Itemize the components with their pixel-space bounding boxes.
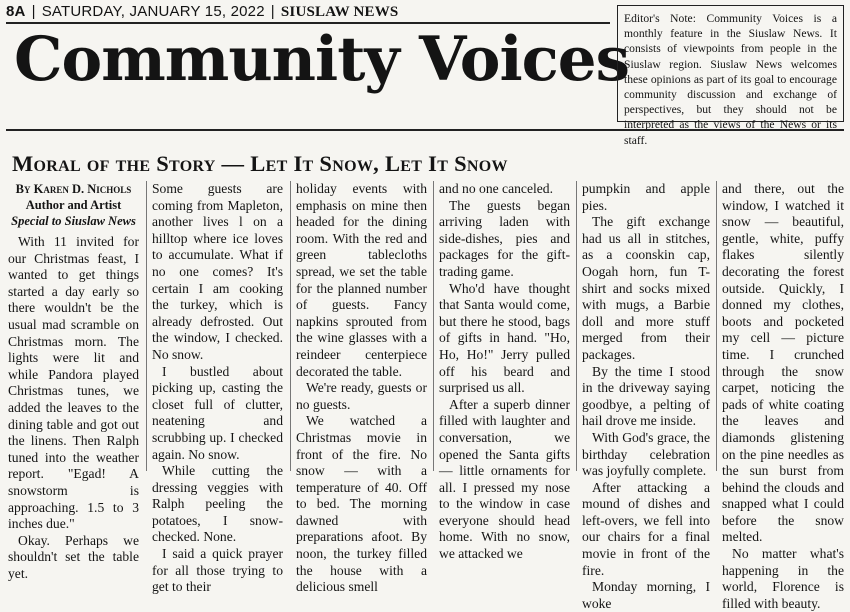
paragraph: Monday morning, I woke	[582, 579, 710, 611]
article-column-2	[152, 181, 283, 596]
article-column-6	[722, 181, 844, 612]
paragraph: The guests began arriving laden with side-dishes, pies and packages for the gift-trading game.	[439, 197, 570, 279]
section-masthead: Community Voices	[14, 24, 629, 95]
column-rule	[146, 181, 147, 471]
paragraph: After a superb dinner filled with laughter and conversation, we opened the Santa gifts — little ornaments for all. I pressed my nose to the window in case everyone should head home. With no snow, we attacked we	[439, 396, 570, 562]
article-column-3	[296, 181, 427, 596]
article-headline: Moral of the Story — Let It Snow, Let It Snow	[12, 151, 508, 176]
article-column-4	[439, 181, 570, 563]
byline-author: By Karen D. Nichols	[15, 182, 132, 196]
paragraph: Who'd have thought that Santa would come, but there he stood, bags of gifts in hand. "Ho, Ho, Ho!" Jerry pulled off his beard and surprised us all.	[439, 280, 570, 396]
publication-name: SIUSLAW NEWS	[280, 4, 399, 20]
paragraph: After attacking a mound of dishes and left-overs, we fell into our chairs for a final movie in front of the fire.	[582, 479, 710, 578]
byline	[8, 181, 139, 229]
editors-note-box	[617, 5, 844, 147]
issue-date: SATURDAY, JANUARY 15, 2022	[41, 3, 265, 20]
page-number: 8A	[6, 3, 26, 20]
article-column-1	[8, 181, 139, 582]
paragraph: While cutting the dressing veggies with Ralph peeling the potatoes, I snow-checked. None.	[152, 463, 283, 545]
paragraph: I said a quick prayer for all those trying to get to their	[152, 546, 283, 595]
paragraph: We're ready, guests or no guests.	[296, 380, 427, 412]
folio-line: 8A | SATURDAY, JANUARY 15, 2022 | SIUSLAW NEWS	[6, 3, 399, 20]
byline-role: Author and Artist	[25, 198, 122, 212]
paragraph: We watched a Christmas movie in front of the fire. No snow — with a temperature of 40. Off to bed. The morning dawned with preparations afoot. By noon, the turkey filled the house with a delicious smell	[296, 413, 427, 595]
editors-note-text: Community Voices is a monthly feature in the Siuslaw News. It consists of viewpoints from people in the Siuslaw region. Siuslaw News welcomes these opinions as part of its goal to encourage community discussion and exchange of perspectives, but they should not be interpreted as the views of the News or its staff.	[624, 12, 837, 147]
paragraph: I bustled about picking up, casting the closet full of clutter, neatening and scrubbing up. I checked again. No snow.	[152, 363, 283, 462]
column-rule	[716, 181, 717, 471]
paragraph: and no one canceled.	[439, 181, 553, 196]
article-column-5	[582, 181, 710, 612]
paragraph: No matter what's happening in the world, Florence is filled with beauty.	[722, 546, 844, 611]
column-rule	[290, 181, 291, 471]
column-rule	[433, 181, 434, 471]
paragraph: Okay. Perhaps we shouldn't set the table yet.	[8, 532, 139, 581]
paragraph: By the time I stood in the driveway saying goodbye, a pelting of hail drove me inside.	[582, 363, 710, 429]
paragraph: With God's grace, the birthday celebration was joyfully complete.	[582, 429, 710, 479]
paragraph: The gift exchange had us all in stitches, as a coonskin cap, Oogah horn, fun T-shirt and socks mixed with mugs, a Barbie doll and more stuff merged from their packages.	[582, 214, 710, 362]
paragraph: and there, out the window, I watched it snow — beautiful, gentle, white, puffy flakes silently decorating the forest outside. Quickly, I donned my clothes, boots and pocketed my cell — picture time. I crunched through the snow carpet, noticing the pads of white coating the leaves and diamonds glistening on the pine needles as the sun burst from behind the clouds and snapped what I could before the snow melted.	[722, 181, 844, 545]
paragraph: pumpkin and apple pies.	[582, 181, 710, 213]
paragraph: With 11 invited for our Christmas feast, I wanted to get things started a day early so there wouldn't be the usual mad scramble on Christmas morn. The lights were lit and while Pandora played Christmas tunes, we added the leaves to the dining table and got out the linens. Then Ralph tuned into the weather report. "Egad! A snowstorm is approaching. 1.5 to 3 inches due."	[8, 234, 139, 532]
editors-note-lead: Editor's Note:	[624, 12, 696, 25]
paragraph: Some guests are coming from Mapleton, another lives l on a hilltop where ice loves to accumulate. What if no one comes? It's certain I am cooking the turkey, which is already defrosted. Out the window, I checked. No snow.	[152, 181, 283, 362]
paragraph: holiday events with emphasis on mine then headed for the dining room. With the red and green tablecloths spread, we set the table for the planned number of guests. Fancy napkins sprouted from the wine glasses with a reindeer centerpiece decorated the table.	[296, 181, 427, 379]
column-rule	[576, 181, 577, 471]
byline-special: Special to Siuslaw News	[11, 214, 136, 228]
